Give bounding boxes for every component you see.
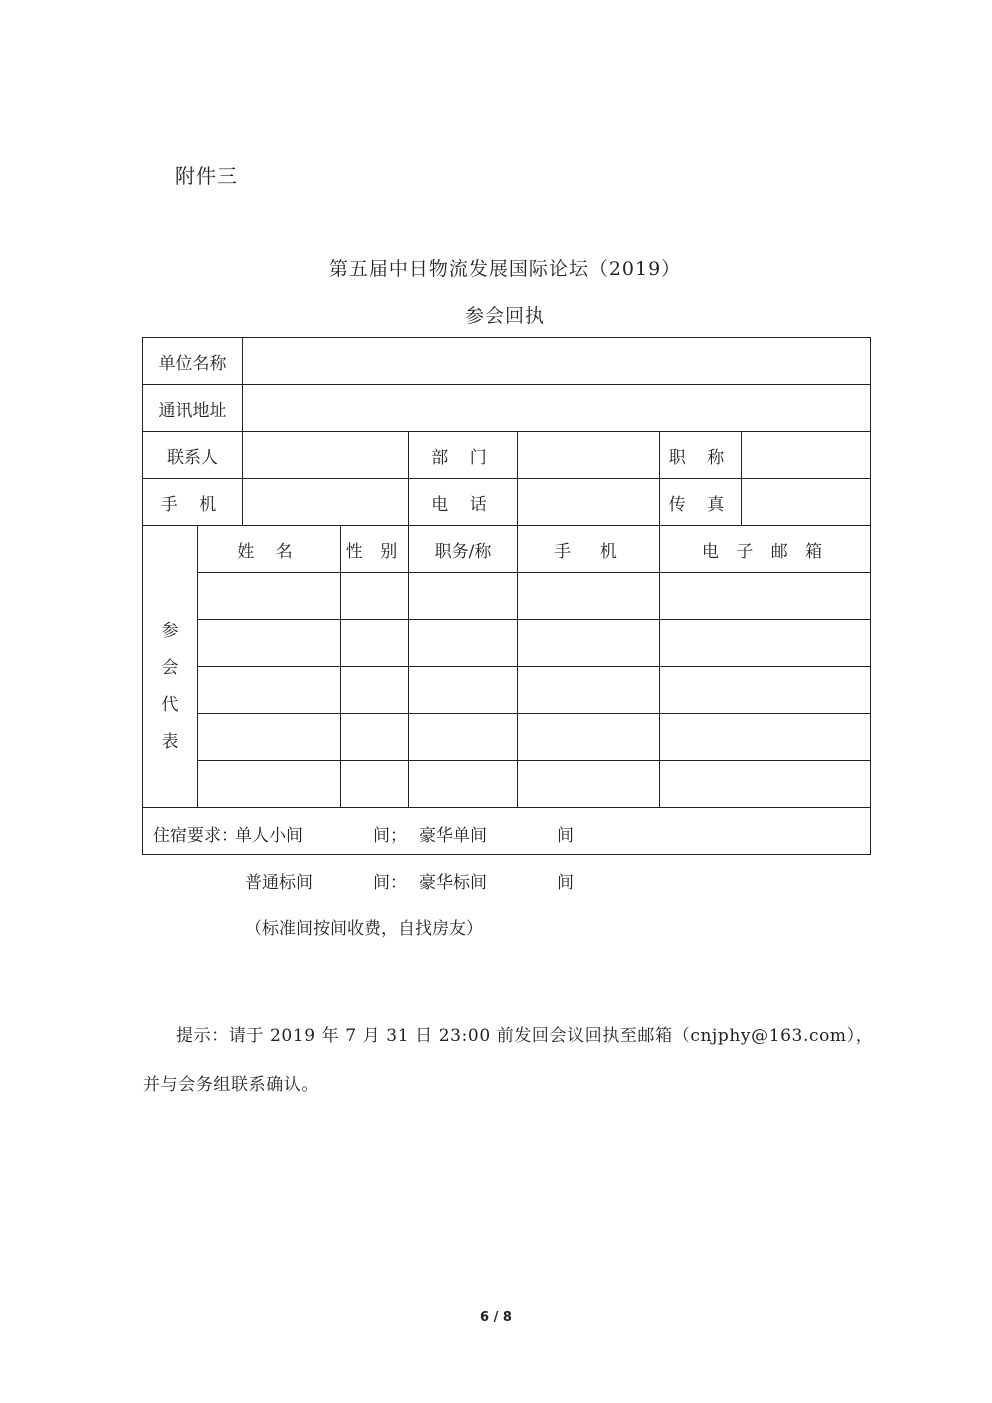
row-lodging (143, 808, 871, 855)
delegate-name-cell[interactable] (198, 761, 341, 808)
delegate-row (143, 573, 871, 620)
header-position: 职务/称 (409, 526, 518, 573)
header-mobile: 手 机 (518, 526, 660, 573)
unit-name-field[interactable] (243, 338, 871, 385)
delegate-email-cell[interactable] (660, 714, 871, 761)
delegates-label-char: 会 (161, 657, 179, 678)
job-title-field[interactable] (742, 432, 871, 479)
contact-field[interactable] (243, 432, 409, 479)
delegates-label-char: 代 (161, 694, 179, 715)
lodging-deluxe-standard-unit: 间 (557, 873, 574, 893)
delegate-position-cell[interactable] (409, 620, 518, 667)
address-label: 通讯地址 (143, 385, 243, 432)
address-field[interactable] (243, 385, 871, 432)
delegate-gender-cell[interactable] (341, 620, 409, 667)
header-name: 姓 名 (198, 526, 341, 573)
fax-field[interactable] (742, 479, 871, 526)
delegate-row (143, 667, 871, 714)
delegate-mobile-cell[interactable] (518, 714, 660, 761)
lodging-deluxe-standard-label: 豪华标间 (419, 873, 487, 893)
registration-form (142, 337, 871, 939)
delegate-gender-cell[interactable] (341, 573, 409, 620)
delegate-email-cell[interactable] (660, 761, 871, 808)
delegate-position-cell[interactable] (409, 761, 518, 808)
row-address (143, 385, 871, 432)
delegate-row (143, 620, 871, 667)
lodging-deluxe-single-label: 豪华单间 (419, 826, 487, 846)
document-subtitle: 参会回执 (464, 305, 545, 327)
header-gender: 性 别 (341, 526, 409, 573)
row-contact (143, 432, 871, 479)
unit-name-label: 单位名称 (143, 338, 243, 385)
mobile-field[interactable] (243, 479, 409, 526)
delegate-header-row (143, 526, 871, 573)
page-indicator: 6 / 8 (480, 1310, 512, 1325)
phone-field[interactable] (518, 479, 660, 526)
delegate-name-cell[interactable] (198, 573, 341, 620)
lodging-section (143, 808, 871, 939)
delegates-label-char: 表 (161, 731, 179, 752)
job-title-label: 职 称 (660, 432, 742, 479)
document-title: 第五届中日物流发展国际论坛（2019） (328, 258, 682, 280)
delegate-gender-cell[interactable] (341, 761, 409, 808)
delegate-name-cell[interactable] (198, 667, 341, 714)
delegate-mobile-cell[interactable] (518, 667, 660, 714)
delegate-mobile-cell[interactable] (518, 761, 660, 808)
mobile-label: 手 机 (143, 479, 243, 526)
delegate-row (143, 714, 871, 761)
lodging-note: （标准间按间收费，自找房友） (245, 919, 483, 939)
delegate-position-cell[interactable] (409, 714, 518, 761)
annex-label: 附件三 (175, 164, 238, 188)
lodging-standard-unit: 间： (373, 873, 407, 893)
submission-note: 提示：请于 2019 年 7 月 31 日 23:00 前发回会议回执至邮箱（cnjphy@163.com）， (176, 1026, 874, 1046)
lodging-standard-label: 普通标间 (245, 873, 313, 893)
phone-label: 电 话 (409, 479, 518, 526)
fax-label: 传 真 (660, 479, 742, 526)
delegate-email-cell[interactable] (660, 620, 871, 667)
delegate-gender-cell[interactable] (341, 714, 409, 761)
delegate-email-cell[interactable] (660, 667, 871, 714)
delegates-label (143, 526, 198, 808)
department-label: 部 门 (409, 432, 518, 479)
lodging-deluxe-single-unit: 间 (557, 826, 574, 846)
lodging-single-unit: 间； (373, 826, 407, 846)
header-email: 电 子 邮 箱 (660, 526, 871, 573)
delegate-mobile-cell[interactable] (518, 620, 660, 667)
delegate-mobile-cell[interactable] (518, 573, 660, 620)
delegate-email-cell[interactable] (660, 573, 871, 620)
row-unit-name (143, 338, 871, 385)
department-field[interactable] (518, 432, 660, 479)
delegate-position-cell[interactable] (409, 573, 518, 620)
delegate-position-cell[interactable] (409, 667, 518, 714)
row-mobile (143, 479, 871, 526)
lodging-single-label: 单人小间 (235, 826, 303, 846)
submission-note-continued: 并与会务组联系确认。 (143, 1075, 319, 1095)
delegates-label-char: 参 (161, 620, 179, 641)
delegate-row (143, 761, 871, 808)
contact-label: 联系人 (143, 432, 243, 479)
delegate-name-cell[interactable] (198, 714, 341, 761)
delegate-gender-cell[interactable] (341, 667, 409, 714)
lodging-label: 住宿要求： (153, 826, 238, 846)
delegate-name-cell[interactable] (198, 620, 341, 667)
